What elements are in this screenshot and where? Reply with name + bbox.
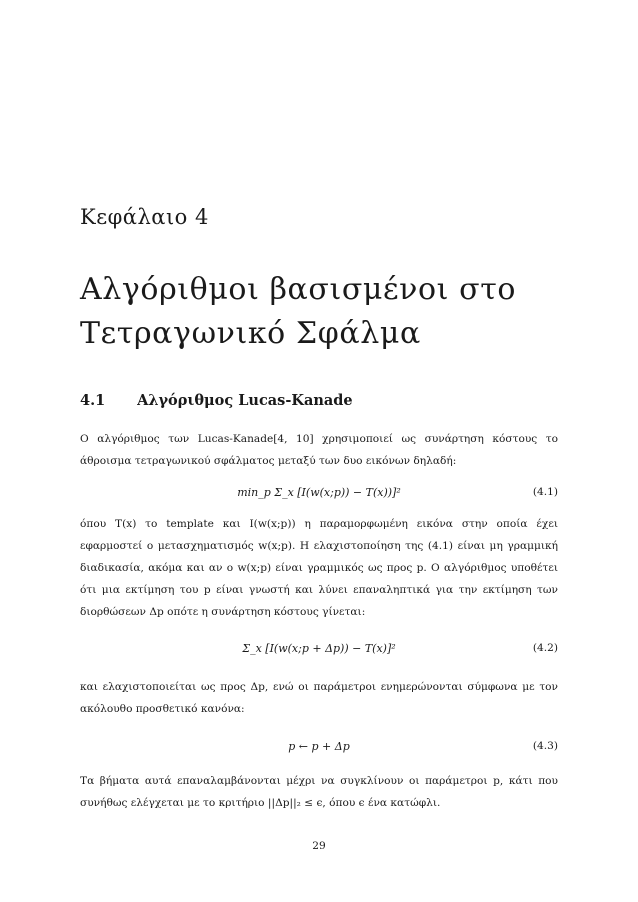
equation-4-3-number: (4.3): [532, 740, 558, 752]
equation-4-1-body: min_p Σ_x [I(w(x;p)) − T(x))]²: [237, 486, 401, 499]
equation-4-2: [80, 636, 558, 666]
chapter-title: Αλγόριθμοι βασισμένοι στο Τετραγωνικό Σφάλμα: [80, 272, 517, 351]
equation-4-3-body: p ← p + Δp: [288, 740, 350, 753]
paragraph-2: όπου T(x) το template και I(w(x;p)) η παραμορφωμένη εικόνα στην οποία έχει εφαρμοστεί ο μετασχηματισμός w(x;p). Η ελαχιστοποίηση της (4.1) είναι μη γραμμική διαδικασία, ακόμα και αν ο w(x;p) είναι γραμμικός ως προς p. Ο αλγόριθμος υποθέτει ότι μια εκτίμηση του p είναι γνωστή και λύνει επαναληπτικά για την εκτίμηση των διορθώσεων Δp οπότε η συνάρτηση κόστους γίνεται:: [80, 518, 558, 618]
paragraph-1: Ο αλγόριθμος των Lucas-Kanade[4, 10] χρησιμοποιεί ως συνάρτηση κόστους το άθροισμα τετραγωνικού σφάλματος μεταξύ των δυο εικόνων δηλαδή:: [80, 433, 558, 467]
equation-4-1: [80, 480, 558, 510]
section-number: 4.1: [80, 392, 106, 409]
section-title: Αλγόριθμος Lucas-Kanade: [137, 392, 353, 409]
equation-4-2-body: Σ_x [I(w(x;p + Δp)) − T(x)]²: [242, 642, 396, 655]
chapter-label: Κεφάλαιο 4: [80, 205, 209, 229]
equation-4-3: [80, 734, 558, 764]
paragraph-4: Τα βήματα αυτά επαναλαμβάνονται μέχρι να συγκλίνουν οι παράμετροι p, κάτι που συνήθως ελέγχεται με το κριτήριο ||Δp||₂ ≤ ϵ, όπου ϵ ένα κατώφλι.: [80, 775, 558, 809]
equation-4-2-number: (4.2): [532, 642, 558, 654]
equation-4-1-number: (4.1): [532, 486, 558, 498]
page-number: 29: [312, 840, 326, 852]
section-heading: [80, 392, 353, 409]
paragraph-3: και ελαχιστοποιείται ως προς Δp, ενώ οι παράμετροι ενημερώνονται σύμφωνα με τον ακόλουθο προσθετικό κανόνα:: [80, 681, 558, 715]
